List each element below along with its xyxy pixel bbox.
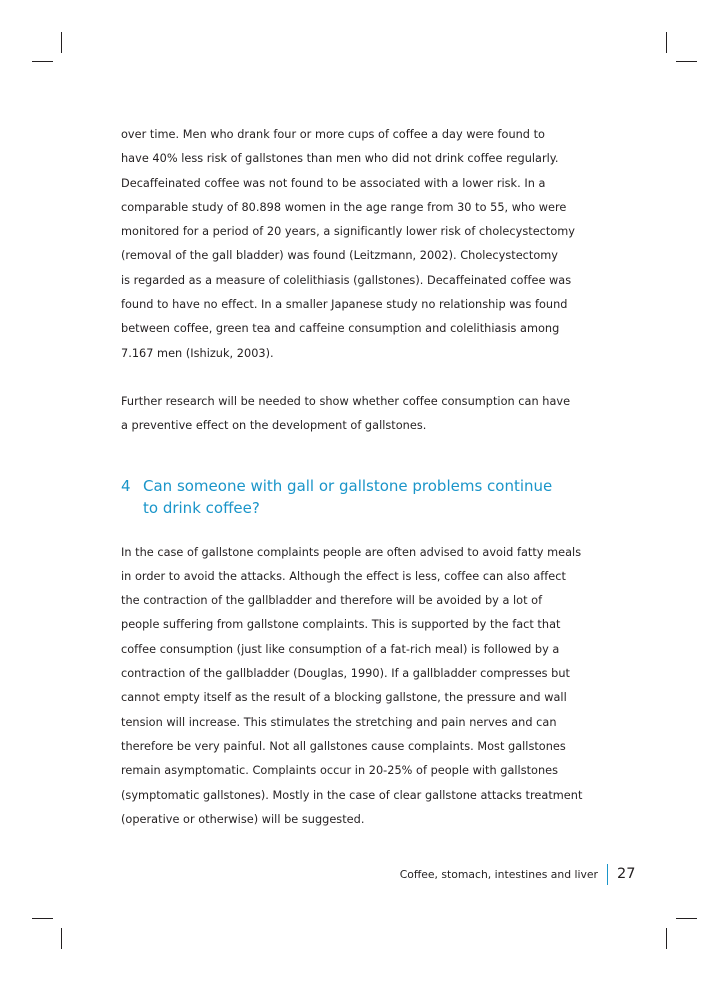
crop-mark-top-left-vertical [61,32,62,53]
text-line: (removal of the gall bladder) was found (Leitzmann, 2002). Cholecystectomy [121,249,559,263]
crop-mark-top-right-horizontal [676,61,697,62]
text-line: cannot empty itself as the result of a blocking gallstone, the pressure and wall [121,691,567,705]
text-line: contraction of the gallbladder (Douglas, 1990). If a gallbladder compresses but [121,667,571,681]
running-title: Coffee, stomach, intestines and liver [399,868,598,881]
section-heading [121,475,601,519]
page-footer [0,864,728,886]
text-line: (operative or otherwise) will be suggested. [121,812,365,826]
text-line: is regarded as a measure of colelithiasis (gallstones). Decaffeinated coffee was [121,273,572,287]
section-title-line: Can someone with gall or gallstone problems continue [143,476,553,495]
crop-mark-bottom-left-horizontal [32,918,53,919]
text-line: coffee consumption (just like consumption of a fat-rich meal) is followed by a [121,642,560,656]
text-line: therefore be very painful. Not all gallstones cause complaints. Most gallstones [121,739,566,753]
text-line: the contraction of the gallbladder and therefore will be avoided by a lot of [121,594,543,608]
crop-mark-bottom-left-vertical [61,928,62,949]
text-line: have 40% less risk of gallstones than men who did not drink coffee regularly. [121,152,559,166]
page-number: 27 [617,866,636,882]
text-line: people suffering from gallstone complaints. This is supported by the fact that [121,618,561,632]
paragraph-further-research [121,390,601,439]
text-line: Decaffeinated coffee was not found to be associated with a lower risk. In a [121,176,546,190]
section-title-line: to drink coffee? [143,498,260,517]
crop-mark-top-right-vertical [666,32,667,53]
text-line: a preventive effect on the development of gallstones. [121,419,427,433]
main-content [121,123,601,832]
text-line: in order to avoid the attacks. Although the effect is less, coffee can also affect [121,569,566,583]
section-number: 4 [121,476,131,495]
text-line: found to have no effect. In a smaller Japanese study no relationship was found [121,298,568,312]
crop-mark-bottom-right-vertical [666,928,667,949]
text-line: In the case of gallstone complaints people are often advised to avoid fatty meals [121,545,582,559]
text-line: monitored for a period of 20 years, a significantly lower risk of cholecystectomy [121,225,576,239]
text-line: over time. Men who drank four or more cups of coffee a day were found to [121,128,545,141]
paragraph-gallstone-complaints [121,541,601,833]
crop-mark-top-left-horizontal [32,61,53,62]
crop-mark-bottom-right-horizontal [676,918,697,919]
text-line: remain asymptomatic. Complaints occur in 20-25% of people with gallstones [121,764,559,778]
paragraph-spacer [121,366,601,390]
text-line: 7.167 men (Ishizuk, 2003). [121,346,274,360]
footer-divider [607,864,608,885]
section-title [143,475,552,519]
text-line: (symptomatic gallstones). Mostly in the case of clear gallstone attacks treatment [121,788,583,802]
text-line: between coffee, green tea and caffeine consumption and colelithiasis among [121,322,560,336]
text-line: Further research will be needed to show whether coffee consumption can have [121,394,571,408]
text-line: comparable study of 80.898 women in the age range from 30 to 55, who were [121,200,567,214]
paragraph-gallstone-studies [121,123,601,366]
text-line: tension will increase. This stimulates the stretching and pain nerves and can [121,715,557,729]
